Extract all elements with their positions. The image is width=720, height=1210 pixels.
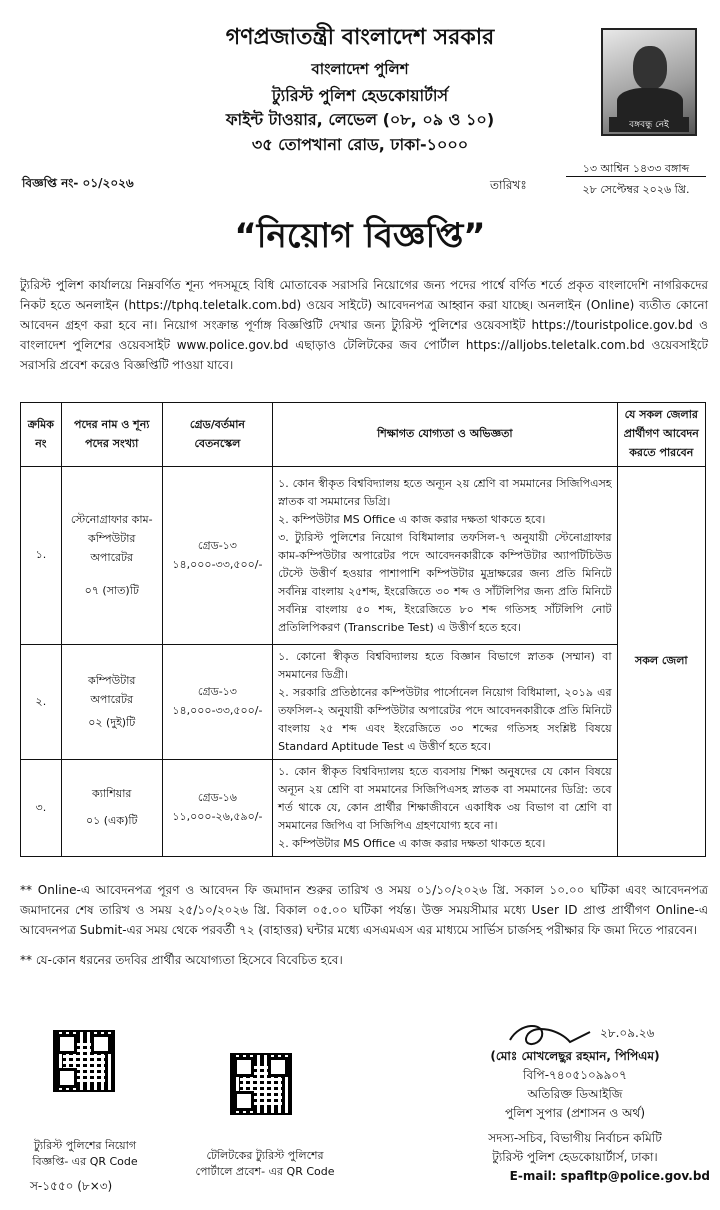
intro-paragraph: ট্যুরিস্ট পুলিশ কার্যালয়ে নিম্নবর্ণিত শূন্য পদসমূহে বিধি মোতাবেক সরাসরি নিয়োগের জন্য পদের পার্শ্বে বর্ণিত শর্তে প্রকৃত বাংলাদেশি নাগরিকদের নিকট হতে অনলাইন (https://tphq.teletalk.com.bd) ওয়েব সাইটে) আবেদনপত্র আহ্বান করা যাচ্ছে। অনলাইন (Online) ব্যতীত কোনো আবেদন গ্রহণ করা হবে না। নিয়োগ সংক্রান্ত পূর্ণাঙ্গ বিজ্ঞপ্তিটি দেখার জন্য ট্যুরিস্ট পুলিশের ওয়েবসাইট https://touristpolice.gov.bd ও বাংলাদেশ পুলিশের ওয়েবসাইট www.police.gov.bd এছাড়াও টেলিটকের জব পোর্টাল https://alljobs.teletalk.com.bd ওয়েবসাইটে সরাসরি প্রবেশ করেও বিজ্ঞপ্তিটি পাওয়া যাবে। (20, 278, 708, 372)
qualification-item: ১. কোন স্বীকৃত বিশ্ববিদ্যালয় হতে ব্যবসায় শিক্ষা অনুষদের যে কোন বিষয়ে অন্যূন ২য় শ্রেণি বা সমমানের সিজিপিএসহ স্নাতক বা সমমানের ডিগ্রি: তবে শর্ত থাকে যে, কোন প্রার্থীর শিক্ষাজীবনে একাধিক ৩য় বিভাগ বা শ্রেণি বা সমমানের জিপিএ বা সিজিপিএ গ্রহণযোগ্য হবে না। (278, 765, 612, 832)
signatory-block (440, 1047, 710, 1186)
portrait-caption: বঙ্গবন্ধু নেই (609, 117, 689, 132)
qualification-item: ২. কম্পিউটার MS Office এ কাজ করার দক্ষতা থাকতে হবে। (278, 837, 546, 850)
post-name: ক্যাশিয়ার (92, 787, 132, 800)
qualification-item: ৩. ট্যুরিস্ট পুলিশের নিয়োগ বিধিমালার তফসিল-৭ অনুযায়ী স্টেনোগ্রাফার কাম-কম্পিউটার অপারেটর পদে আবেদনকারীকে কম্পিউটার অ্যাপটিচিউড টেস্টে উত্তীর্ণ হওয়ার পাশাপাশি কম্পিউটার মুদ্রাক্ষরের জন্য প্রতি মিনিটে সর্বনিম্ন বাংলায় ২৫শব্দ, ইংরেজিতে ৩০ শব্দ ও সাঁটলিপির জন্য প্রতি মিনিটে সর্বনিম্ন বাংলায় ৫০ শব্দ, ইংরেজিতে ৮০ শব্দ গতিসহ সাঁটলিপি নোট প্রতিলিপিকরণ (Transcribe Test) এ উত্তীর্ণ হতে হবে। (278, 530, 612, 634)
signatory-title: পুলিশ সুপার (প্রশাসন ও অর্থ) (504, 1106, 646, 1120)
row-pay (162, 645, 272, 760)
post-count: ০১ (এক)টি (85, 814, 138, 827)
row-sn: ১. (21, 467, 62, 645)
pay-scale: ১৪,০০০-৩৩,৫০০/- (172, 704, 263, 717)
header-sn: ক্রমিক নং (21, 403, 62, 467)
note-application-period: ** Online-এ আবেদনপত্র পূরণ ও আবেদন ফি জমাদান শুরুর তারিখ ও সময় ০১/১০/২০২৬ খ্রি. সকাল ১০.০০ ঘটিকা এবং আবেদনপত্র জমাদানের শেষ তারিখ ও সময় ২৫/১০/২০২৬ খ্রি. বিকাল ০৫.০০ ঘটিকা পর্যন্ত। উক্ত সময়সীমার মধ্যে User ID প্রাপ্ত প্রার্থীগণ Online-এ আবেদনপত্র Submit-এর সময় থেকে পরবর্তী ৭২ (বাহাত্তর) ঘন্টার মধ্যে এসএমএস এর মাধ্যমে সার্ভিস চার্জসহ পরীক্ষার ফি জমা দিতে পারবেন। (20, 883, 708, 937)
posts-table (20, 402, 706, 857)
office-address-line2: ৩৫ তোপখানা রোড, ঢাকা-১০০০ (251, 135, 469, 154)
signatory-name: (মোঃ মোখলেছুর রহমান, পিপিএম) (490, 1049, 660, 1063)
date-bangla: ১৩ আশ্বিন ১৪৩৩ বঙ্গাব্দ (582, 162, 690, 175)
signature-date: ২৮.০৯.২৬ (600, 1026, 655, 1040)
row-sn: ৩. (21, 760, 62, 857)
office-title: ট্যুরিস্ট পুলিশ হেডকোয়ার্টার্স (271, 86, 449, 105)
note-lobbying: ** যে-কোন ধরনের তদবির প্রার্থীর অযোগ্যতা হিসেবে বিবেচিত হবে। (20, 953, 343, 967)
header-pay-scale: গ্রেড/বর্তমান বেতনস্কেল (162, 403, 272, 467)
row-pay (162, 467, 272, 645)
dept-title: বাংলাদেশ পুলিশ (311, 60, 409, 78)
qualification-item: ১. কোন স্বীকৃত বিশ্ববিদ্যালয় হতে অন্যূন ২য় শ্রেণি বা সমমানের সিজিপিএসহ স্নাতক বা সমমানের ডিগ্রি। (278, 476, 612, 508)
date-english: ২৮ সেপ্টেম্বর ২০২৬ খ্রি. (582, 183, 690, 196)
qualification-item: ১. কোনো স্বীকৃত বিশ্ববিদ্যালয় হতে বিজ্ঞান বিভাগে স্নাতক (সম্মান) বা সমমানের ডিগ্রী। (278, 650, 612, 681)
district-cell: সকল জেলা (617, 467, 705, 857)
table-row (21, 645, 706, 760)
post-name: স্টেনোগ্রাফার কাম-কম্পিউটার অপারেটর (70, 512, 153, 564)
table-row (21, 467, 706, 645)
qr-caption-notice (10, 1138, 160, 1170)
signatory-title: সদস্য-সচিব, বিভাগীয় নির্বাচন কমিটি (488, 1131, 662, 1145)
row-post (61, 760, 162, 857)
row-qualification (273, 760, 617, 857)
post-count: ০২ (দুই)টি (88, 715, 136, 729)
memo-code: স-১৫৫০ (৮×৩) (30, 1179, 113, 1193)
date-label: তারিখঃ (490, 178, 527, 192)
pay-grade: গ্রেড-১৩ (197, 685, 237, 698)
row-post (61, 645, 162, 760)
pay-grade: গ্রেড-১৩ (197, 538, 237, 552)
post-count: ০৭ (সাত)টি (84, 583, 139, 597)
portrait-image (601, 28, 697, 136)
qr-caption-portal (190, 1148, 340, 1180)
qr-code-portal[interactable] (230, 1053, 292, 1115)
pay-grade: গ্রেড-১৬ (197, 791, 237, 804)
notice-title: “নিয়োগ বিজ্ঞপ্তি” (234, 216, 486, 256)
date-divider (566, 176, 706, 177)
row-post (61, 467, 162, 645)
header-qualification: শিক্ষাগত যোগ্যতা ও অভিজ্ঞতা (273, 403, 617, 467)
signatory-id: বিপি-৭৪০৫১০৯৯০৭ (523, 1068, 627, 1082)
header-district: যে সকল জেলার প্রার্থীগণ আবেদন করতে পারবেন (617, 403, 705, 467)
qr-caption-line: টেলিটকের ট্যুরিস্ট পুলিশের (206, 1149, 324, 1162)
signatory-email[interactable]: E-mail: spafltp@police.gov.bd (509, 1169, 710, 1183)
row-pay (162, 760, 272, 857)
qr-caption-line: বিজ্ঞপ্তি- এর QR Code (32, 1155, 138, 1168)
pay-scale: ১৪,০০০-৩৩,৫০০/- (172, 557, 263, 571)
table-header-row (21, 403, 706, 467)
signatory-title: ট্যুরিস্ট পুলিশ হেডকোয়ার্টার্স, ঢাকা। (492, 1150, 658, 1164)
office-address-line1: ফাইন্ট টাওয়ার, লেভেল (০৮, ০৯ ও ১০) (225, 110, 495, 129)
row-qualification (273, 645, 617, 760)
memo-number: বিজ্ঞপ্তি নং- ০১/২০২৬ (22, 176, 134, 190)
qr-caption-line: ট্যুরিস্ট পুলিশের নিয়োগ (33, 1139, 137, 1152)
header-post-name: পদের নাম ও শূন্য পদের সংখ্যা (61, 403, 162, 467)
signatory-title: অতিরিক্ত ডিআইজি (527, 1087, 623, 1101)
qr-code-notice[interactable] (53, 1030, 115, 1092)
table-row (21, 760, 706, 857)
govt-title: গণপ্রজাতন্ত্রী বাংলাদেশ সরকার (225, 25, 495, 50)
qr-caption-line: পোর্টালে প্রবেশ- এর QR Code (195, 1165, 335, 1178)
qualification-item: ২. সরকারি প্রতিষ্ঠানের কম্পিউটার পার্সোনেল নিয়োগ বিধিমালা, ২০১৯ এর তফসিল-২ অনুযায়ী কম্পিউটার অপারেটর পদে আবেদনকারীকে প্রতি মিনিটে বাংলায় ২৫ শব্দ এবং ইংরেজিতে ৩০ শব্দের গতিসহ সংশ্লিষ্ট বিষয়ে Standard Aptitude Test এ উত্তীর্ণ হতে হবে। (278, 686, 612, 753)
qualification-item: ২. কম্পিউটার MS Office এ কাজ করার দক্ষতা থাকতে হবে। (278, 512, 546, 526)
row-qualification (273, 467, 617, 645)
pay-scale: ১১,০০০-২৬,৫৯০/- (172, 810, 263, 823)
row-sn: ২. (21, 645, 62, 760)
post-name: কম্পিউটার অপারেটর (88, 673, 136, 706)
